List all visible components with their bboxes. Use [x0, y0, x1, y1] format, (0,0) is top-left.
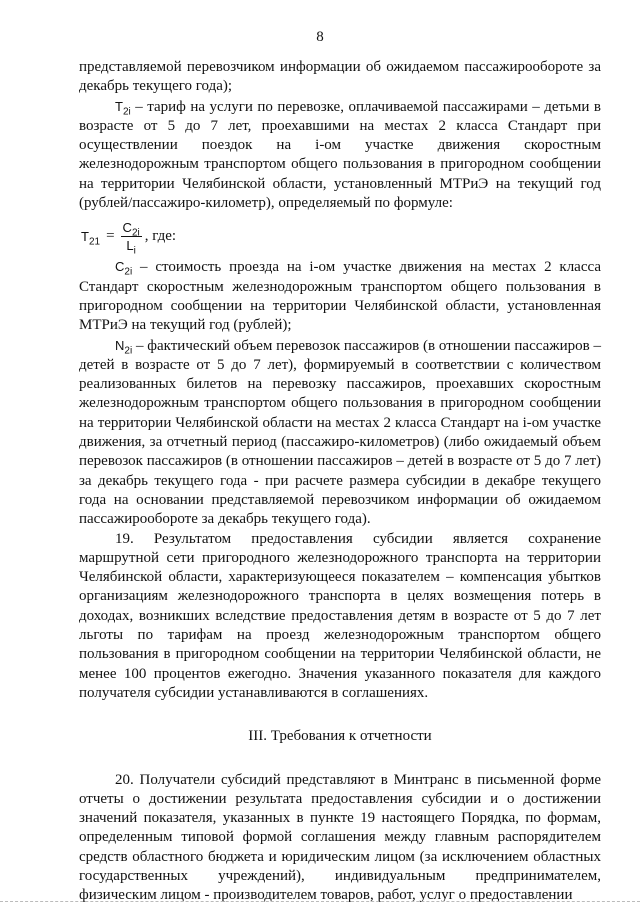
page-bottom-edge [0, 901, 640, 905]
section-heading: III. Требования к отчетности [248, 728, 432, 745]
symbol-c2i: $С_{2i}$ [115, 259, 133, 278]
tariff-formula [81, 217, 601, 255]
paragraph-19: 19. Результатом предоставления субсидии является сохранение маршрутной сети пригородного железнодорожного транспорта на территории Челябинской области, характеризующееся показателем – компенсация убытков организациям железнодорожного транспорта в целях возмещения потерь в доходах, возникших вследствие предоставления детям в возрасте от 5 до 7 лет льготы по тарифам на проезд железнодорожным транспортом общего пользования в пригородном сообщении на территории Челябинской области, не менее 100 процентов ежегодно. Значения указанного показателя для каждого получателя субсидии устанавливаются в соглашениях. [79, 530, 601, 701]
formula-lhs: $Т_{21}$ [81, 228, 101, 248]
symbol-t2i: $Т_{2i}$ [115, 98, 131, 118]
formula-denominator: $L_i$ [126, 237, 136, 257]
symbol-n2i: $N_{2i}$ [115, 337, 133, 357]
formula-numerator: $С_{2i}$ [122, 219, 140, 239]
paragraph-t2i-definition: $Т_{2i}$ – тариф на услуги по перевозке, оплачиваемой пассажирами – детьми в возрасте от 5 до 7 лет, проехавшими на местах 2 класса Стандарт при осуществлении поездок на i-ом участке движения скоростным железнодорожным транспортом общего пользования в пригородном сообщении на территории Челябинской области, установленный МТРиЭ на текущий год (рублей/пассажиро-километр), определяемый по формуле: [79, 98, 601, 212]
formula-fraction [121, 219, 142, 257]
formula-tail: , где: [144, 227, 177, 244]
paragraph-n2i-definition: $N_{2i}$ – фактический объем перевозок пассажиров (в отношении пассажиров – детей в возрасте от 5 до 7 лет), формируемый в соответствии с количеством реализованных билетов на перевозку пассажиров, проехавших скоростным железнодорожным транспортом общего пользования в пригородном сообщении на территории Челябинской области на местах 2 класса Стандарт на i-ом участке движения, за отчетный период (пассажиро-километров) (либо ожидаемый объем перевозок пассажиров (в отношении пассажиров – детей в возрасте от 5 до 7 лет) за декабрь текущего года - при расчете размера субсидии в декабре текущего года на основании представляемой перевозчиком информации об ожидаемом пассажирообороте за декабрь текущего года). [79, 337, 601, 528]
paragraph-c2i-definition: $С_{2i}$ – стоимость проезда на i-ом участке движения на местах 2 класса Стандарт скоростным железнодорожным транспортом общего пользования в пригородном сообщении на территории Челябинской области, установленная МТРиЭ на текущий год (рублей); [79, 259, 601, 334]
formula-equals: = [106, 227, 115, 244]
paragraph-20: 20. Получатели субсидий представляют в Минтранс в письменной форме отчеты о достижении результата предоставления субсидии и о достижении значений показателя, указанных в пункте 19 настоящего Порядка, по формам, определенным типовой формой соглашения между главным распорядителем средств областного бюджета и юридическим лицом (за исключением областных государственных учреждений), индивидуальным предпринимателем, физическим лицом - производителем товаров, работ, услуг о предоставлении [79, 771, 601, 904]
document-body [79, 58, 601, 906]
page-number: 8 [316, 29, 324, 45]
paragraph-continuation: представляемой перевозчиком информации об ожидаемом пассажирообороте за декабрь текущего года); [79, 59, 601, 95]
